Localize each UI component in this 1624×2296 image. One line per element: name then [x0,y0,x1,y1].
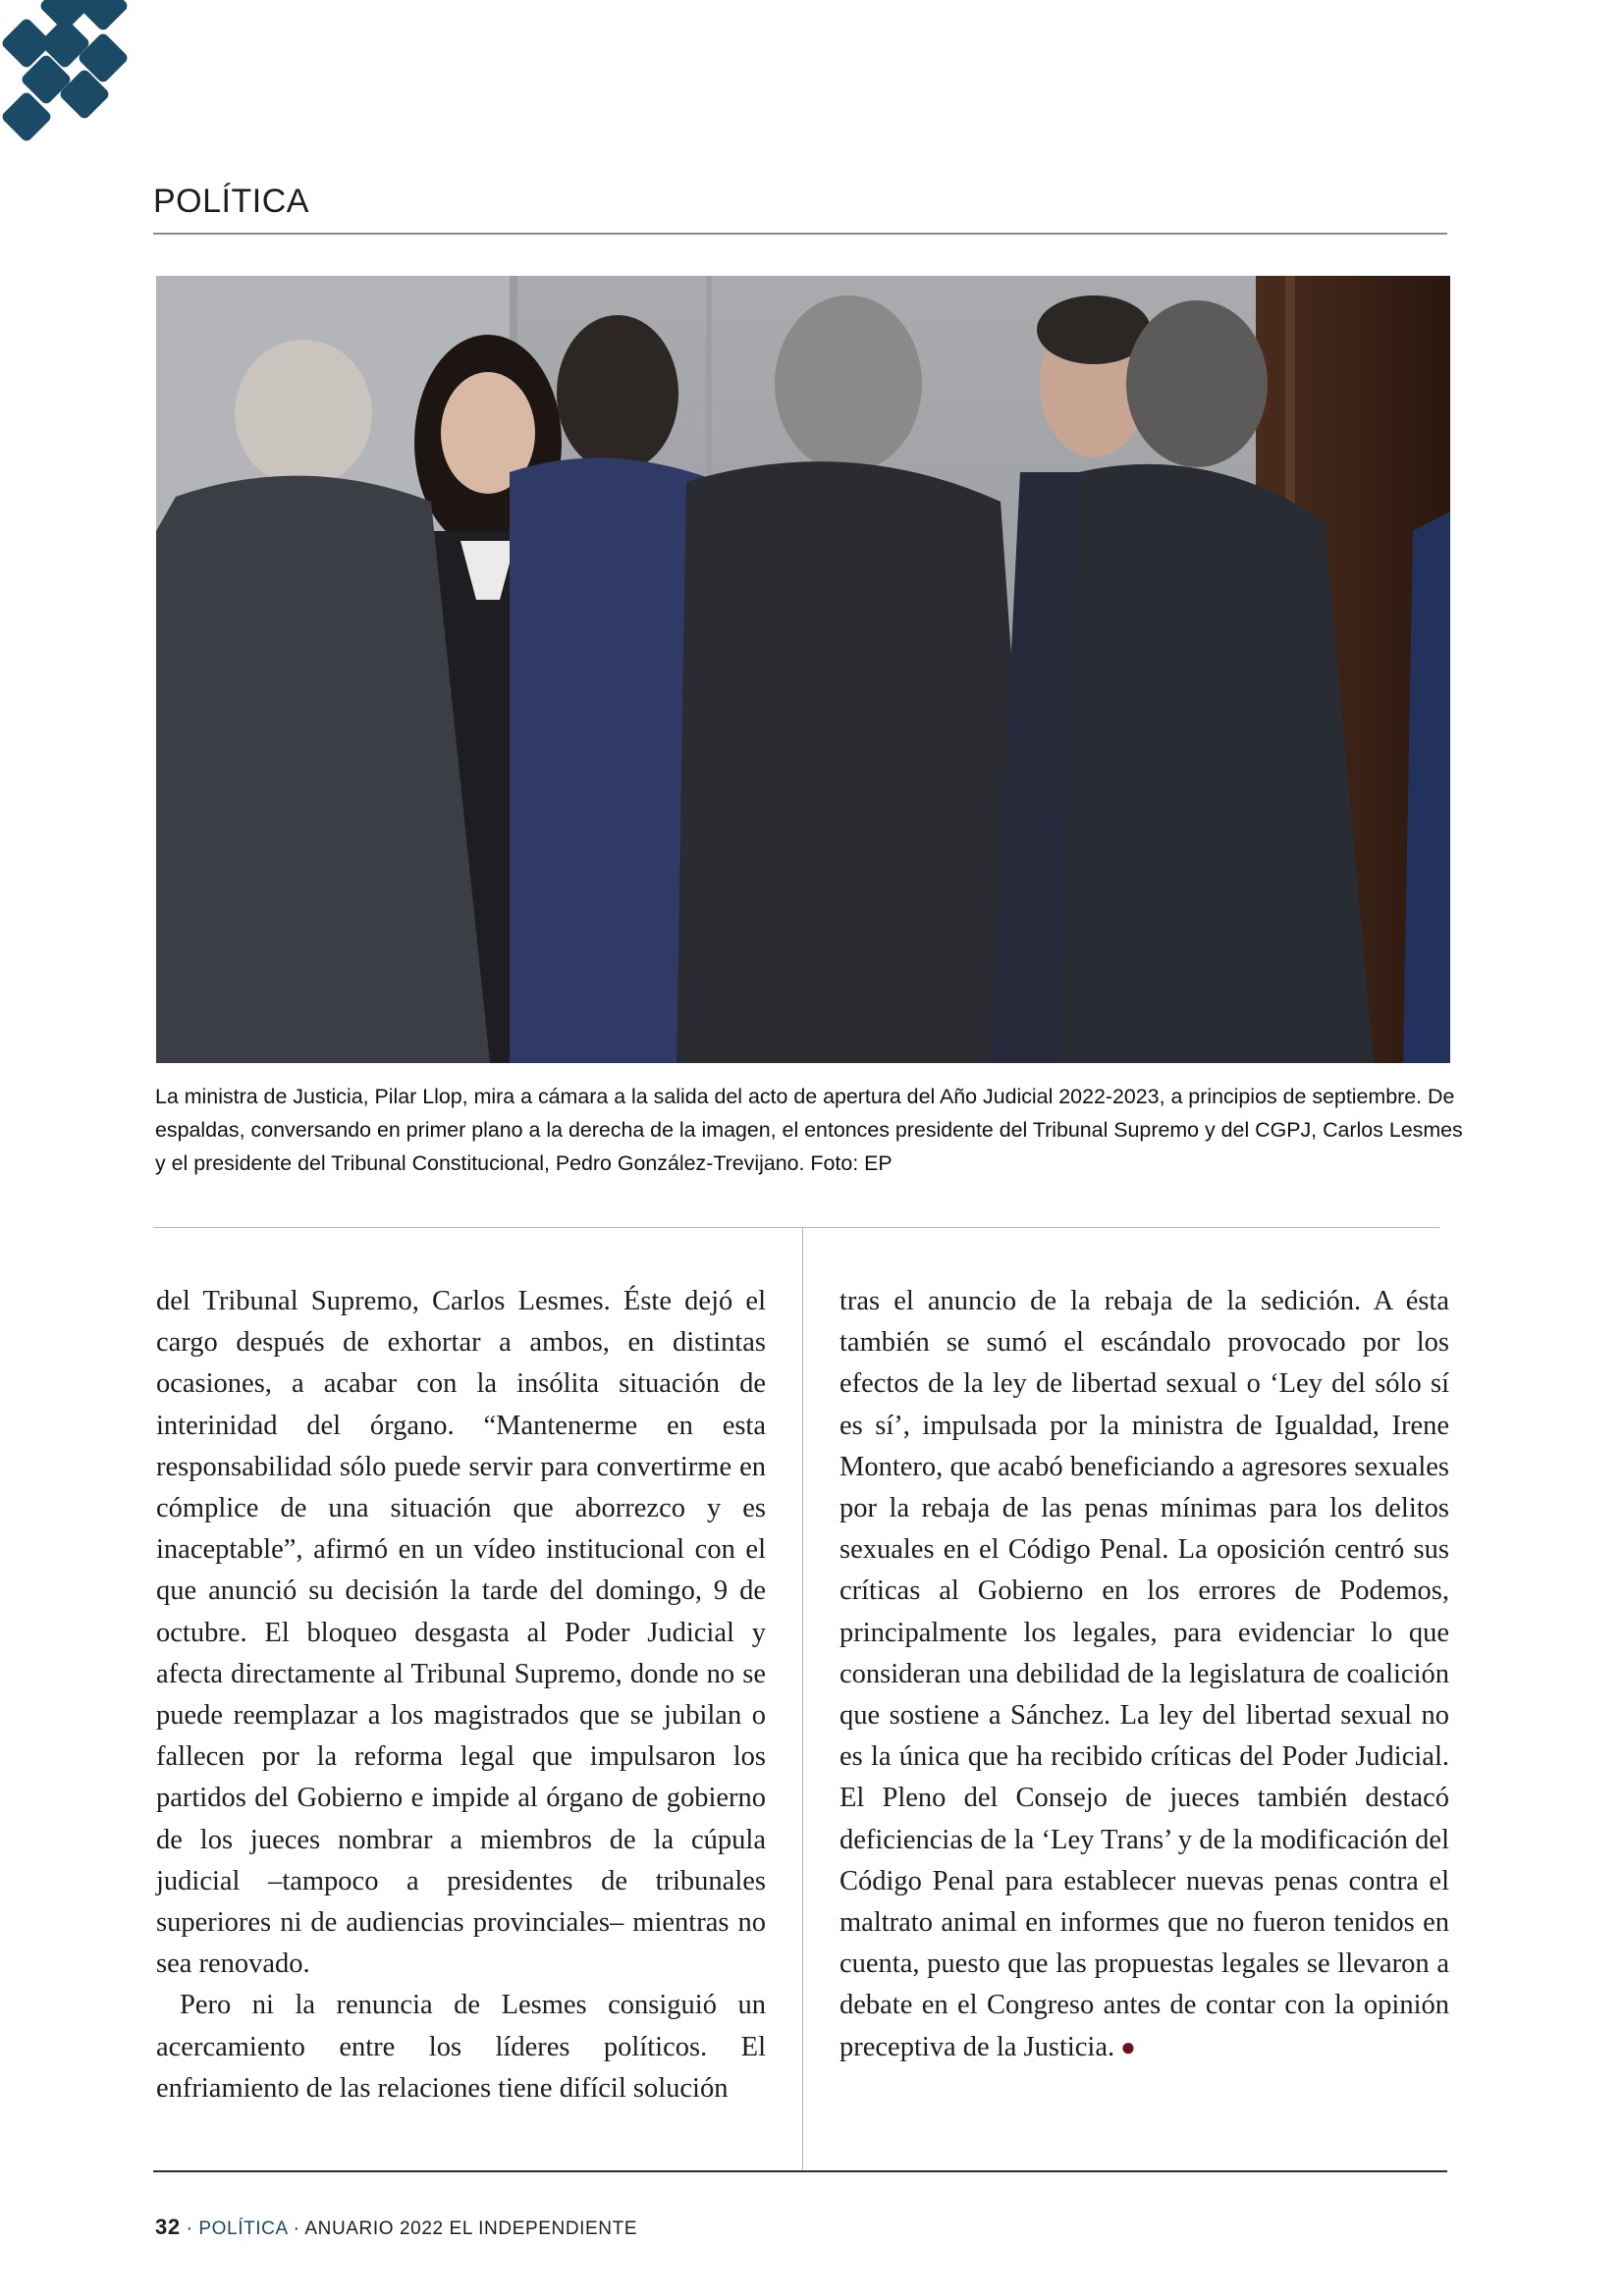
diamond-tiles-logo [0,0,196,157]
footer-rule [153,2170,1447,2172]
news-photo [156,276,1450,1063]
footer-publication: · ANUARIO 2022 EL INDEPENDIENTE [293,2218,638,2239]
article-column-right [839,1281,1449,2068]
article-paragraph: del Tribunal Supremo, Carlos Lesmes. Éste dejó el cargo después de exhortar a ambos, en distintas ocasiones, a acabar con la insólita situación de interinidad del órgano. “Mantenerme en esta responsabilidad sólo puede servir para convertirme en cómplice de una situación que aborrezco y es inaceptable”, afirmó en un vídeo institucional con el que anunció su decisión la tarde del domingo, 9 de octubre. El bloqueo desgasta al Poder Judicial y afecta directamente al Tribunal Supremo, donde no se puede reemplazar a los magistrados que se jubilan o fallecen por la reforma legal que impulsaron los partidos del Gobierno e impide al órgano de gobierno de los jueces nombrar a miembros de la cúpula judicial –tampoco a presidentes de tribunales superiores ni de audiencias provinciales– mientras no sea renovado. [156,1286,766,1980]
end-mark-icon: ● [1120,2032,1136,2061]
article-column-left [156,1281,766,2109]
article-paragraph: Pero ni la renuncia de Lesmes consiguió un acercamiento entre los líderes políticos. El enfriamiento de las relaciones tiene difícil solución [156,1990,766,2104]
caption-rule [153,1227,1439,1228]
article-paragraph [839,1281,1449,2068]
column-divider [802,1227,803,2171]
page-footer [155,2215,637,2240]
header-rule [153,233,1447,235]
footer-separator: · [186,2218,193,2239]
photo-caption: La ministra de Justicia, Pilar Llop, mira a cámara a la salida del acto de apertura del Año Judicial 2022-2023, a principios de septiembre. De espaldas, conversando en primer plano a la derecha de la imagen, el entonces presidente del Tribunal Supremo y del CGPJ, Carlos Lesmes y el presidente del Tribunal Constitucional, Pedro González-Trevijano. Foto: EP [155,1085,1463,1175]
page-number: 32 [155,2215,181,2239]
article-paragraph-text: tras el anuncio de la rebaja de la sedición. A ésta también se sumó el escándalo provocado por los efectos de la ley de libertad sexual o ‘Ley del sólo sí es sí’, impulsada por la ministra de Igualdad, Irene Montero, que acabó beneficiando a agresores sexuales por la rebaja de las penas mínimas para los delitos sexuales en el Código Penal. La oposición centró sus críticas al Gobierno en los errores de Podemos, principalmente los legales, para evidenciar lo que consideran una debilidad de la legislatura de coalición que sostiene a Sánchez. La ley del libertad sexual no es la única que ha recibido críticas del Poder Judicial. El Pleno del Consejo de jueces también destacó deficiencias de la ‘Ley Trans’ y de la modificación del Código Penal para establecer nuevas penas contra el maltrato animal en informes que no fueron tenidos en cuenta, puesto que las propuestas legales se llevaron a debate en el Congreso antes de contar con la opinión preceptiva de la Justicia. [839,1286,1449,2062]
footer-section: POLÍTICA [198,2218,288,2239]
section-title: POLÍTICA [153,183,309,220]
